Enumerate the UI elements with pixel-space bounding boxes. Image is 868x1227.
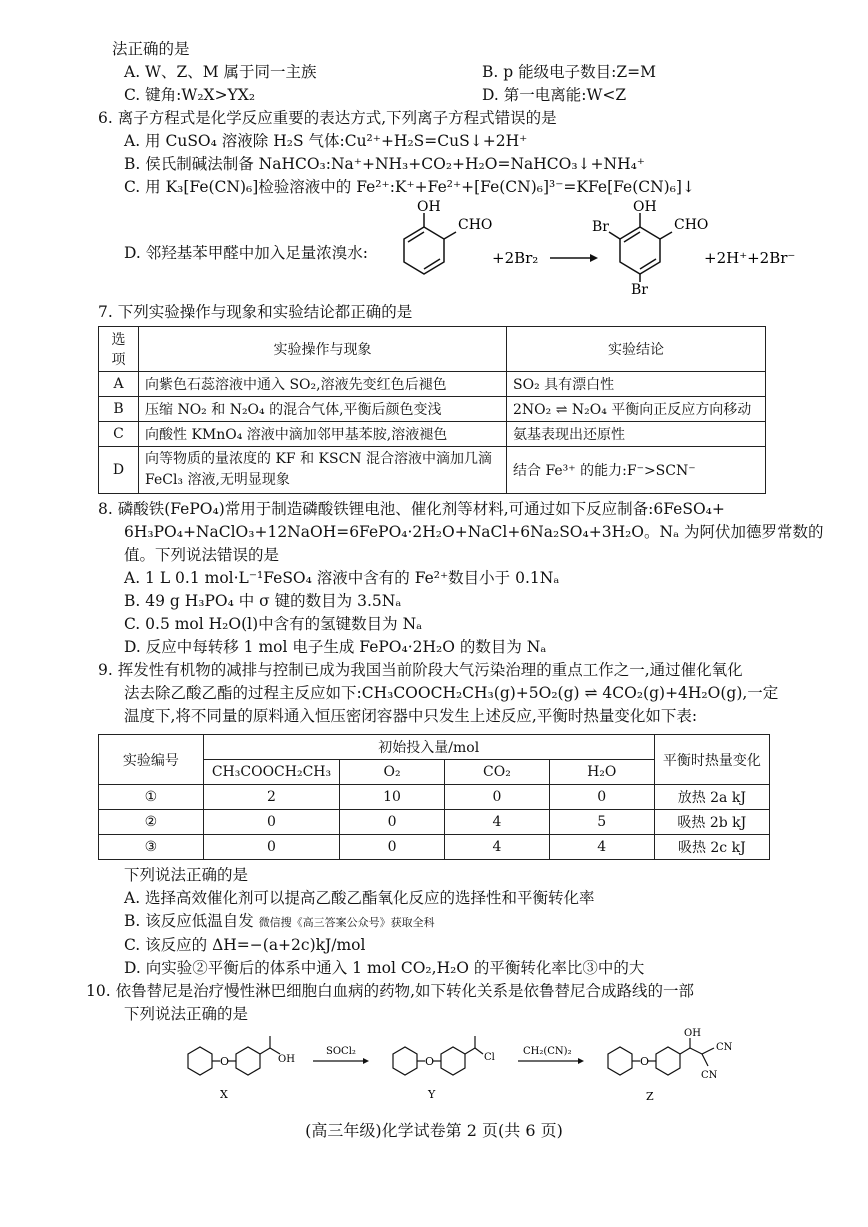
- product-br-left: Br: [592, 219, 609, 235]
- table-row: [99, 397, 766, 422]
- x-label: X: [220, 1088, 228, 1101]
- q10-stem-1: 10. 依鲁替尼是治疗慢性淋巴细胞白血病的药物,如下转化关系是依鲁替尼合成路线的一部: [86, 982, 695, 1000]
- page-footer: (高三年级)化学试卷第 2 页(共 6 页): [305, 1121, 563, 1140]
- cell: 5: [549, 810, 654, 835]
- arrow-head-icon: [590, 254, 598, 262]
- product-cho-label: CHO: [674, 217, 709, 233]
- table-row: [99, 810, 770, 835]
- q8-stem-2: 6H₃PO₄+NaClO₃+12NaOH=6FePO₄·2H₂O+NaCl+6Na₂SO₄+3H₂O。Nₐ 为阿伏加德罗常数的: [124, 523, 824, 541]
- q8-option-c: C. 0.5 mol H₂O(l)中含有的氢键数目为 Nₐ: [124, 615, 423, 633]
- reactant-cho-label: CHO: [458, 217, 493, 233]
- header-heat-change: 平衡时热量变化: [654, 735, 769, 785]
- row-option: A: [99, 372, 139, 397]
- cell: ①: [99, 785, 204, 810]
- arrow-2-head-icon: [578, 1058, 584, 1064]
- row-operation: 压缩 NO₂ 和 N₂O₄ 的混合气体,平衡后颜色变浅: [139, 397, 507, 422]
- row-operation: 向紫色石蕊溶液中通入 SO₂,溶液先变红色后褪色: [139, 372, 507, 397]
- q9-option-d: D. 向实验②平衡后的体系中通入 1 mol CO₂,H₂O 的平衡转化率比③中的大: [124, 959, 645, 977]
- header-exp-id: 实验编号: [99, 735, 204, 785]
- row-conclusion: 氨基表现出还原性: [507, 422, 766, 447]
- cell: ③: [99, 835, 204, 860]
- q5-option-a: A. W、Z、M 属于同一主族: [124, 63, 317, 81]
- compound-z-icon: [608, 1038, 714, 1075]
- header-conclusion: 实验结论: [507, 327, 766, 372]
- cell: 0: [444, 785, 549, 810]
- product-br-bottom: Br: [631, 282, 648, 295]
- table-header-row: [99, 327, 766, 372]
- q9-option-c: C. 该反应的 ΔH=−(a+2c)kJ/mol: [124, 936, 366, 954]
- cell: 4: [549, 835, 654, 860]
- row-conclusion: 2NO₂ ⇌ N₂O₄ 平衡向正反应方向移动: [507, 397, 766, 422]
- y-label: Y: [428, 1088, 436, 1101]
- q9-stem-4: 下列说法正确的是: [124, 866, 249, 884]
- row-option: C: [99, 422, 139, 447]
- compound-y-icon: [393, 1036, 483, 1075]
- q7-table: [98, 326, 766, 494]
- cell: 4: [444, 810, 549, 835]
- q9-option-a: A. 选择高效催化剂可以提高乙酸乙酯氧化反应的选择性和平衡转化率: [124, 889, 595, 907]
- q9-stem-2: 法去除乙酸乙酯的过程主反应如下:CH₃COOCH₂CH₃(g)+5O₂(g) ⇌ 4CO₂(g)+4H₂O(g),一定: [124, 684, 779, 702]
- q6-option-c: C. 用 K₃[Fe(CN)₆]检验溶液中的 Fe²⁺:K⁺+Fe²⁺+[Fe(CN)₆]³⁻=KFe[Fe(CN)₆]↓: [124, 178, 695, 196]
- table-row: [99, 447, 766, 494]
- cell: 0: [203, 810, 339, 835]
- product-oh-label: OH: [633, 199, 657, 215]
- q8-option-b: B. 49 g H₃PO₄ 中 σ 键的数目为 3.5Nₐ: [124, 592, 402, 610]
- x-oh-label: OH: [278, 1054, 295, 1065]
- subheader-ethyl-acetate: CH₃COOCH₂CH₃: [203, 760, 339, 785]
- compound-x-icon: [188, 1036, 280, 1075]
- q5-option-b: B. p 能级电子数目:Z=M: [482, 63, 656, 81]
- header-initial-amount: 初始投入量/mol: [203, 735, 654, 760]
- z-oh-label: OH: [684, 1028, 701, 1039]
- subheader-co2: CO₂: [444, 760, 549, 785]
- q7-stem: 7. 下列实验操作与现象和实验结论都正确的是: [98, 303, 413, 321]
- row-option: D: [99, 447, 139, 494]
- cell: 2: [203, 785, 339, 810]
- products-label: +2H⁺+2Br⁻: [704, 249, 796, 267]
- q8-stem-1: 8. 磷酸铁(FePO₄)常用于制造磷酸铁锂电池、催化剂等材料,可通过如下反应制备:6FeSO₄+: [98, 500, 725, 518]
- header-operation: 实验操作与现象: [139, 327, 507, 372]
- q10-stem-2: 下列说法正确的是: [124, 1005, 249, 1023]
- q6-option-d: [112, 199, 828, 295]
- y-cl-label: Cl: [484, 1052, 495, 1063]
- row-conclusion: SO₂ 具有漂白性: [507, 372, 766, 397]
- q6-option-a: A. 用 CuSO₄ 溶液除 H₂S 气体:Cu²⁺+H₂S=CuS↓+2H⁺: [124, 132, 528, 150]
- cell: 吸热 2c kJ: [654, 835, 769, 860]
- cell: 0: [549, 785, 654, 810]
- z-label: Z: [646, 1090, 654, 1103]
- header-option: 选项: [99, 327, 139, 372]
- table-row: [99, 422, 766, 447]
- cell: 放热 2a kJ: [654, 785, 769, 810]
- q5-option-c: C. 键角:W₂X>YX₂: [124, 86, 256, 104]
- q9-table: [98, 734, 770, 860]
- z-o-label: O: [640, 1055, 650, 1068]
- row-operation: 向等物质的量浓度的 KF 和 KSCN 混合溶液中滴加几滴 FeCl₃ 溶液,无明显现象: [139, 447, 507, 494]
- cell: 吸热 2b kJ: [654, 810, 769, 835]
- cell: 0: [340, 835, 445, 860]
- reactant-benzene-icon: [404, 213, 456, 274]
- q9-stem-3: 温度下,将不同量的原料通入恒压密闭容器中只发生上述反应,平衡时热量变化如下表:: [124, 707, 698, 725]
- br2-label: +2Br₂: [492, 249, 539, 267]
- table-header-row: [99, 735, 770, 760]
- q5-intro: 法正确的是: [112, 40, 190, 58]
- q6-reaction-diagram: [112, 199, 812, 295]
- x-o-label: O: [220, 1055, 230, 1068]
- cell: ②: [99, 810, 204, 835]
- q6-option-b: B. 侯氏制碱法制备 NaHCO₃:Na⁺+NH₃+CO₂+H₂O=NaHCO₃↓+NH₄⁺: [124, 155, 645, 173]
- product-benzene-icon: [609, 213, 672, 282]
- cell: 10: [340, 785, 445, 810]
- row-operation: 向酸性 KMnO₄ 溶液中滴加邻甲基苯胺,溶液褪色: [139, 422, 507, 447]
- reagent-malononitrile: CH₂(CN)₂: [523, 1046, 572, 1057]
- q8-option-a: A. 1 L 0.1 mol·L⁻¹FeSO₄ 溶液中含有的 Fe²⁺数目小于 0.1Nₐ: [124, 569, 560, 587]
- table-row: [99, 372, 766, 397]
- cell: 0: [203, 835, 339, 860]
- table-row: [99, 835, 770, 860]
- subheader-h2o: H₂O: [549, 760, 654, 785]
- z-cn-top: CN: [716, 1042, 733, 1053]
- q6-option-d-text: D. 邻羟基苯甲醛中加入足量浓溴水:: [124, 244, 368, 262]
- q8-stem-3: 值。下列说法错误的是: [124, 546, 280, 564]
- q5-option-d: D. 第一电离能:W<Z: [482, 86, 627, 104]
- table-row: [99, 785, 770, 810]
- q9-option-b: [112, 910, 828, 934]
- q9-option-b-text: B. 该反应低温自发: [124, 912, 254, 930]
- cell: 0: [340, 810, 445, 835]
- row-option: B: [99, 397, 139, 422]
- q6-stem: 6. 离子方程式是化学反应重要的表达方式,下列离子方程式错误的是: [98, 109, 557, 127]
- reactant-oh-label: OH: [417, 199, 441, 215]
- z-cn-bottom: CN: [701, 1070, 718, 1081]
- cell: 4: [444, 835, 549, 860]
- q8-option-d: D. 反应中每转移 1 mol 电子生成 FePO₄·2H₂O 的数目为 Nₐ: [124, 638, 547, 656]
- watermark-note: 微信搜《高三答案公众号》获取全科: [258, 916, 435, 929]
- reagent-socl2: SOCl₂: [326, 1046, 356, 1057]
- subheader-o2: O₂: [340, 760, 445, 785]
- q9-stem-1: 9. 挥发性有机物的减排与控制已成为我国当前阶段大气污染治理的重点工作之一,通过催化氧化: [98, 661, 743, 679]
- q10-synthesis-diagram: [168, 1026, 868, 1106]
- y-o-label: O: [425, 1055, 435, 1068]
- arrow-1-head-icon: [363, 1058, 369, 1064]
- row-conclusion: 结合 Fe³⁺ 的能力:F⁻>SCN⁻: [507, 447, 766, 494]
